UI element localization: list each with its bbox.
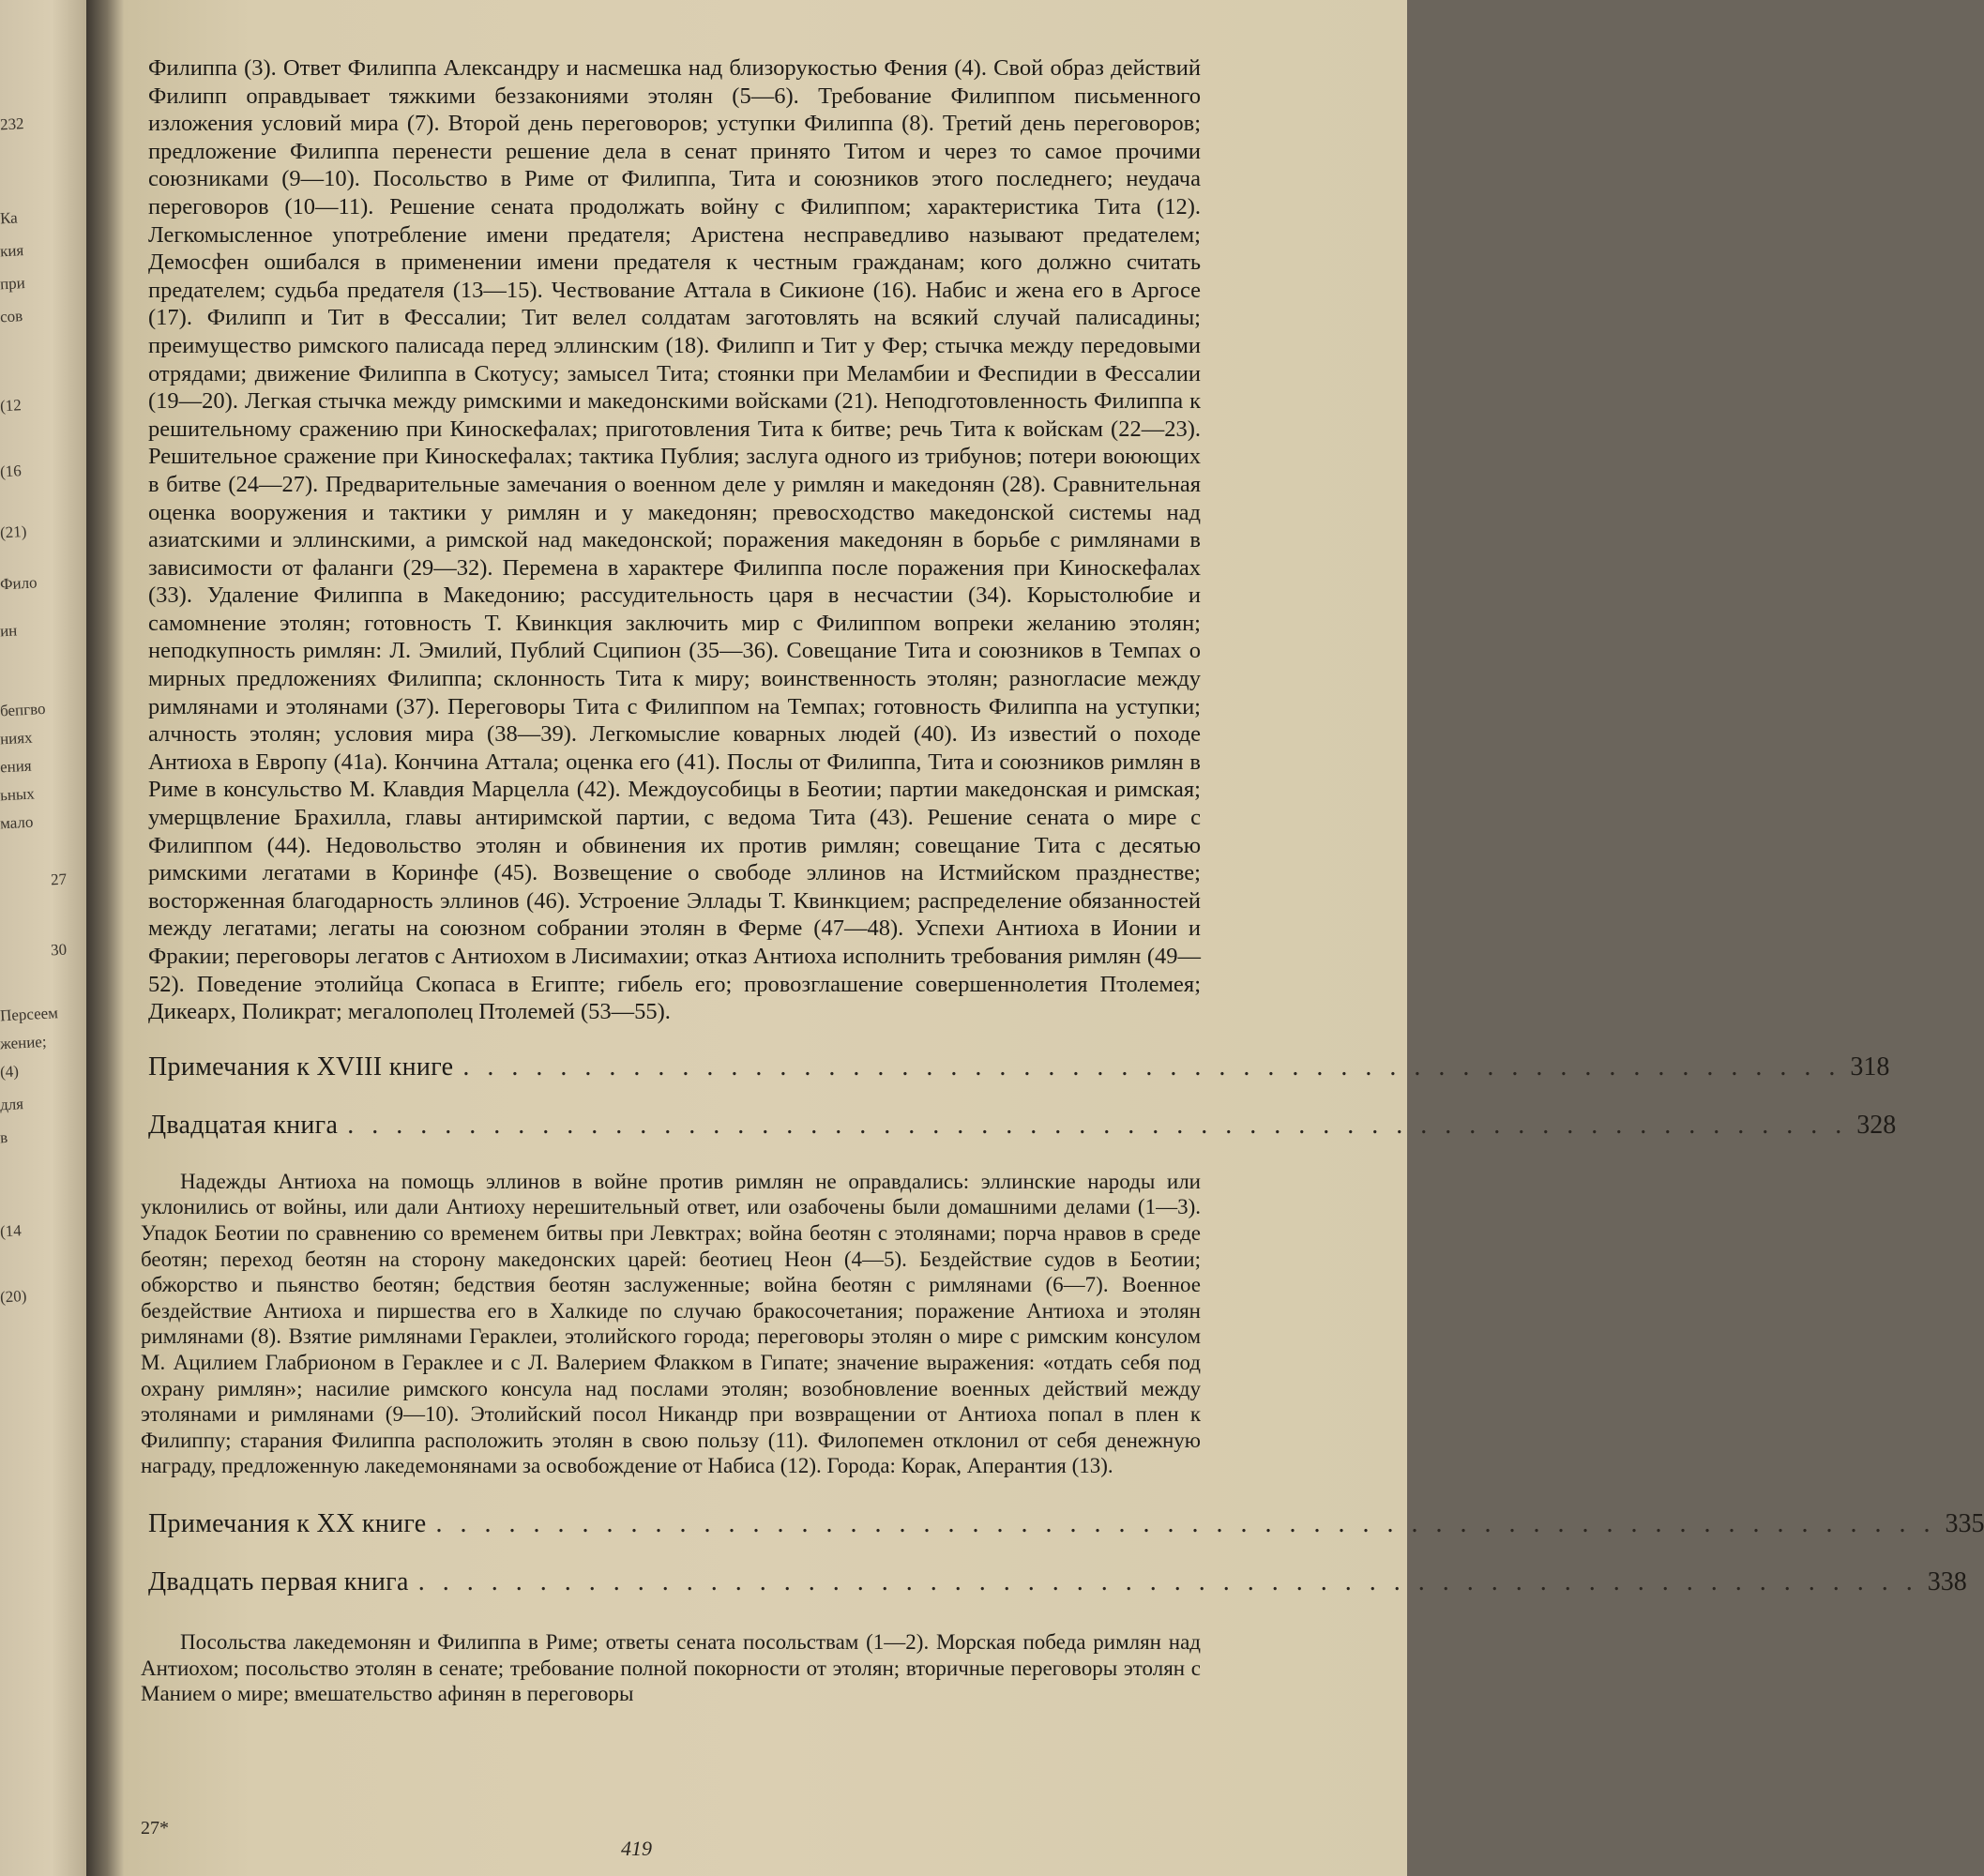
left-fragment: кия xyxy=(0,241,24,261)
left-fragment: сов xyxy=(0,307,23,326)
left-fragment: при xyxy=(0,274,26,294)
left-fragment: ниях xyxy=(0,728,34,749)
page-content xyxy=(141,54,1984,1707)
toc-entry-page: 318 xyxy=(1850,1051,1890,1082)
left-fragment: (4) xyxy=(0,1062,20,1082)
toc-entry-title: Примечания к XX книге xyxy=(148,1508,427,1538)
left-fragment: для xyxy=(0,1095,24,1114)
toc-leader-dots: . . . . . . . . . . . . . . . . . . . . . . . . . . . . . . . . . . . . . . . . . . . . . . . . . . . . . . . . . xyxy=(462,1051,1841,1082)
toc-entry-notes-xx xyxy=(148,1508,1984,1547)
left-fragment: мало xyxy=(0,812,34,833)
left-fragment: Фило xyxy=(0,573,38,594)
toc-entry-page: 338 xyxy=(1927,1566,1967,1596)
toc-entry-book-xxi xyxy=(148,1566,1967,1605)
toc-entry-page: 328 xyxy=(1856,1110,1897,1140)
toc-entry-book-xx xyxy=(148,1110,1897,1148)
left-fragment: Ка xyxy=(0,208,19,228)
book-page xyxy=(124,0,1984,1876)
left-fragment: Персеем xyxy=(0,1004,59,1025)
left-fragment: 232 xyxy=(0,114,24,134)
summary-paragraph-book-xviii: Филиппа (3). Ответ Филиппа Александру и насмешка над близорукостью Фения (4). Свой образ действий Филипп оправдывает тяжкими беззакониями этолян (5—6). Требование Филиппом письменного изложения условий мира (7). Второй день переговоров; уступки Филиппа (8). Третий день переговоров; предложение Филиппа перенести решение дела в сенат принято Титом и через то самое прочими союзниками (9—10). Посольство в Риме от Филиппа, Тита и союзников этого последнего; неудача переговоров (10—11). Решение сената продолжать войну с Филиппом; характеристика Тита (12). Легкомысленное употребление имени предателя; Аристена несправедливо называют предателем; Демосфен ошибался в применении имени предателя к честным гражданам; кого должно считать предателем; судьба предателя (13—15). Чествование Аттала в Сикионе (16). Набис и жена его в Аргосе (17). Филипп и Тит в Фессалии; Тит велел солдатам заготовлять на всякий случай палисадины; преимущество римского палисада перед эллинским (18). Филипп и Тит у Фер; стычка между передовыми отрядами; движение Филиппа в Скотусу; замысел Тита; стоянки при Меламбии и Феспидии в Фессалии (19—20). Легкая стычка между римскими и македонскими войсками (21). Неподготовленность Филиппа к решительному сражению при Киноскефалах; приготовления Тита к битве; речь Тита к войскам (22—23). Решительное сражение при Киноскефалах; тактика Публия; заслуга одного из трибунов; потери воюющих в битве (24—27). Предварительные замечания о военном деле у римлян и македонян (28). Сравнительная оценка вооружения и тактики у римлян и у македонян; превосходство македонской системы над азиатскими и эллинскими, а римской над македонской; поражения македонян в борьбе с римлянами в зависимости от фаланги (29—32). Перемена в характере Филиппа после поражения при Киноскефалах (33). Удаление Филиппа в Македонию; рассудительность царя в несчастии (34). Корыстолюбие и самомнение этолян; готовность Т. Квинкция заключить мир с Филиппом вопреки желанию этолян; неподкупность римлян: Л. Эмилий, Публий Сципион (35—36). Совещание Тита и союзников в Темпах о мирных предложениях Филиппа; склонность Тита к миру; воинственность этолян; разногласие между римлянами и этолянами (37). Переговоры Тита с Филиппом на Темпах; готовность Филиппа на уступки; алчность этолян; условия мира (38—39). Легкомыслие коварных людей (40). Из известий о походе Антиоха в Европу (41а). Кончина Аттала; оценка его (41). Послы от Филиппа, Тита и союзников римлян в Риме в консульство М. Клавдия Марцелла (42). Междоусобицы в Беотии; партии македонская и римская; умерщвление Брахилла, главы антиримской партии, с ведома Тита (43). Решение сената о мире с Филиппом (44). Недовольство этолян и обвинения их против римлян; совещание Тита с десятью римскими легатами в Коринфе (45). Возвещение о свободе эллинов на Истмийском празднестве; восторженная благодарность эллинов (46). Устроение Эллады Т. Квинкцием; распределение обязанностей между легатами; легаты на союзном собрании этолян в Ферме (47—48). Успехи Антиоха в Ионии и Фракии; переговоры легатов с Антиохом в Лисимахии; отказ Антиоха исполнить требования римлян (49—52). Поведение этолийца Скопаса в Египте; гибель его; провозглашение совершеннолетия Птолемея; Дикеарх, Поликрат; мегалополец Птолемей (53—55). xyxy=(148,55,1201,1025)
toc-entry-title: Примечания к XVIII книге xyxy=(148,1051,454,1082)
toc-entry-notes-xviii xyxy=(148,1051,1890,1090)
summary-paragraph-book-xxi: Посольства лакедемонян и Филиппа в Риме; ответы сената посольствам (1—2). Морская победа римлян над Антиохом; посольство этолян в сенате; требование полной покорности от этолян; вторичные переговоры этолян с Манием о мире; вмешательство афинян в переговоры xyxy=(141,1629,1201,1706)
left-fragment: (12 xyxy=(0,396,23,416)
left-fragment: 30 xyxy=(50,940,68,960)
toc-leader-dots: . . . . . . . . . . . . . . . . . . . . . . . . . . . . . . . . . . . . . . . . . . . . . . . . . . . . . . . . . . . . . . xyxy=(347,1110,1848,1140)
book-gutter xyxy=(86,0,124,1876)
page-number: 419 xyxy=(621,1837,652,1860)
left-fragment: в xyxy=(0,1128,8,1147)
left-fragment: жение; xyxy=(0,1032,47,1053)
signature-mark: 27* xyxy=(141,1818,169,1838)
left-page-edge xyxy=(0,0,86,1876)
toc-entry-title: Двадцать первая книга xyxy=(148,1566,409,1596)
left-fragment: бепгво xyxy=(0,699,46,720)
left-fragment: ин xyxy=(0,621,18,641)
summary-paragraph-book-xx: Надежды Антиоха на помощь эллинов в войне против римлян не оправдались: эллинские народы или уклонились от войны, или дали Антиоху нерешительный ответ, или озабочены были домашними делами (1—3). Упадок Беотии по сравнению со временем битвы при Левктрах; война беотян с этолянами; порча нравов в среде беотян; переход беотян на сторону македонских царей: беотиец Неон (4—5). Бездействие судов в Беотии; обжорство и пьянство беотян; бедствия беотян заслуженные; война беотян с римлянами (6—7). Военное бездействие Антиоха и пиршества его в Халкиде по случаю бракосочетания; поражение Антиоха и этолян римлянами (8). Взятие римлянами Гераклеи, этолийского города; переговоры этолян о мире с римским консулом М. Ацилием Глабрионом в Гераклее и с Л. Валерием Флакком в Гипате; значение выражения: «отдать себя под охрану римлян»; насилие римского консула над послами этолян; возобновление военных действий между этолянами и римлянами (9—10). Этолийский посол Никандр при возвращении от Антиоха попал в плен к Филиппу; старания Филиппа расположить этолян в свою пользу (11). Филопемен отклонил от себя денежную награду, предложенную лакедемонянами за освобождение от Набиса (12). Города: Корак, Аперантия (13). xyxy=(141,1169,1201,1478)
left-fragment: (14 xyxy=(0,1221,23,1241)
toc-entry-title: Двадцатая книга xyxy=(148,1110,339,1140)
toc-entry-page: 335 xyxy=(1945,1508,1984,1538)
toc-leader-dots: . . . . . . . . . . . . . . . . . . . . . . . . . . . . . . . . . . . . . . . . . . . . . . . . . . . . . . . . . . . . . . xyxy=(435,1508,1936,1538)
left-fragment: (16 xyxy=(0,461,23,481)
left-fragment: ения xyxy=(0,756,33,777)
left-fragment: ьных xyxy=(0,784,36,805)
left-fragment: (20) xyxy=(0,1286,27,1307)
toc-leader-dots: . . . . . . . . . . . . . . . . . . . . . . . . . . . . . . . . . . . . . . . . . . . . . . . . . . . . . . . . . . . . . . xyxy=(417,1566,1918,1596)
left-fragment: 27 xyxy=(50,870,68,889)
left-fragment: (21) xyxy=(0,522,27,542)
